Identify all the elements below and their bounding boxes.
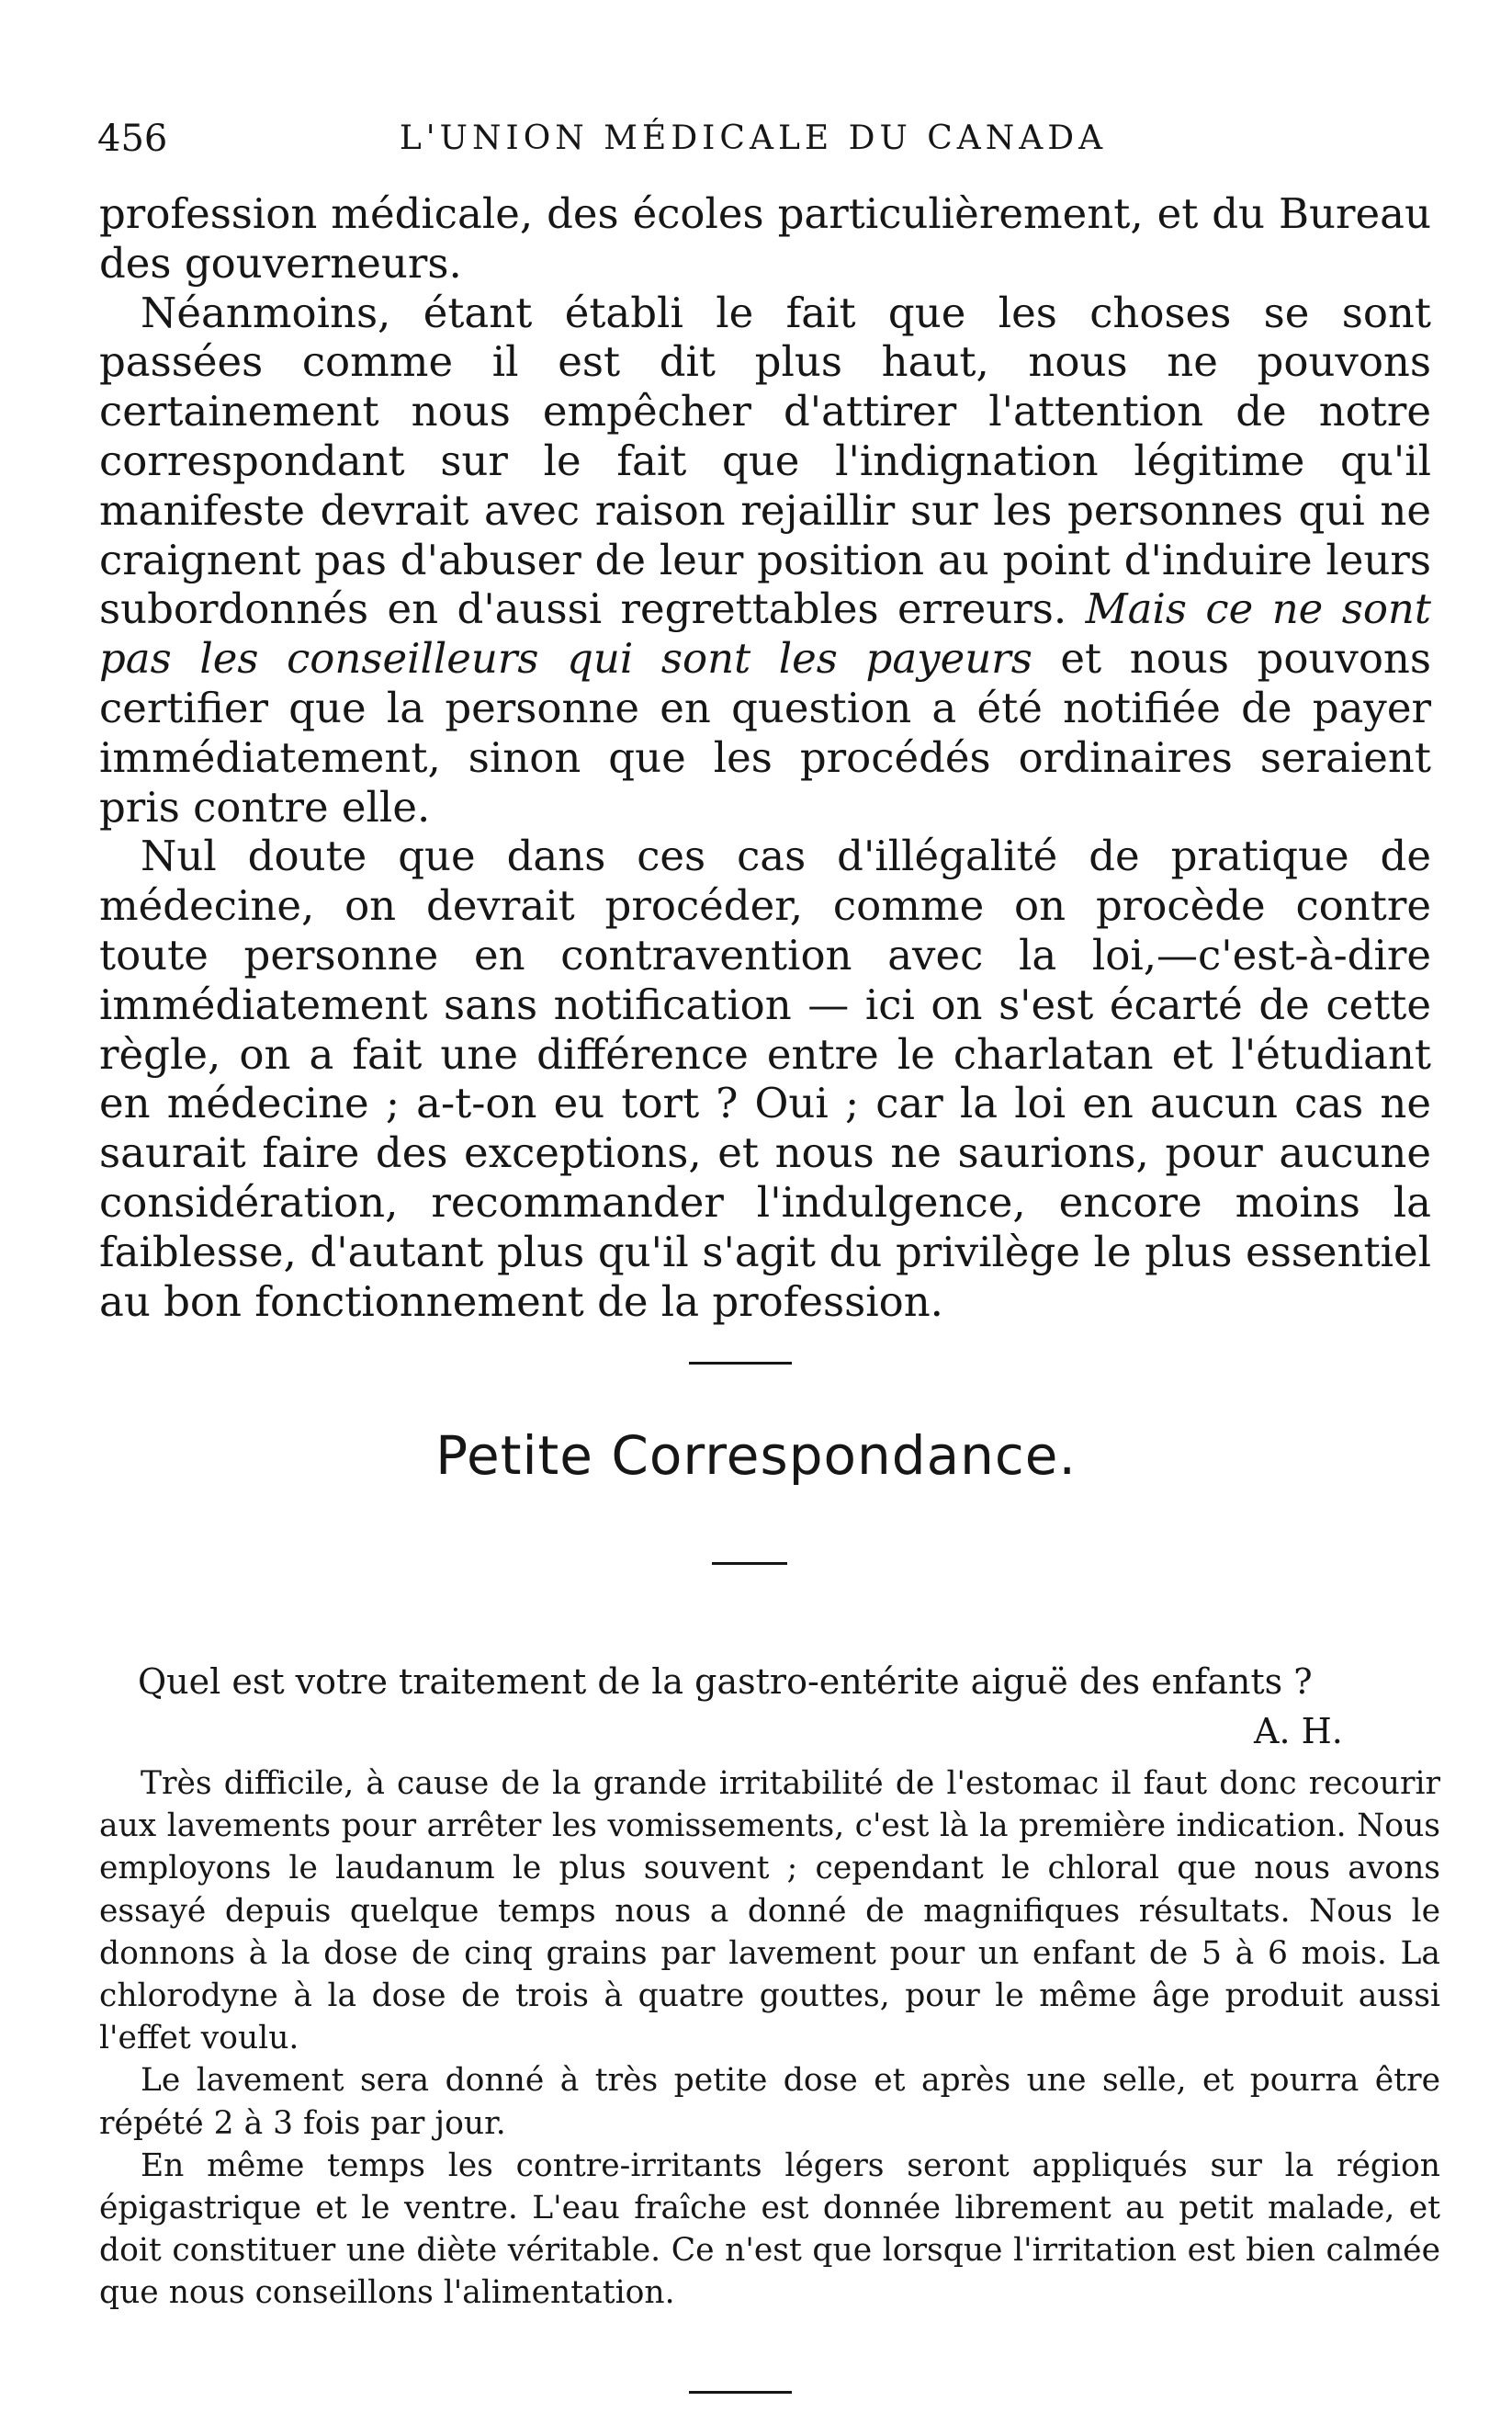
article-paragraph: Nul doute que dans ces cas d'illégalité de pratique de médecine, on devrait procéder, comme on procède contre toute personne en contravention avec la loi,—c'est-à-dire immédiatement sans notification — ici on s'est écarté de cette règle, on a fait une différence entre le charlatan et l'étudiant en médecine ; a-t-on eu tort ? Oui ; car la loi en aucun cas ne saurait faire des exceptions, et nous ne saurions, pour aucune considération, recommander l'indulgence, encore moins la faiblesse, d'autant plus qu'il s'agit du privilège le plus essentiel au bon fonctionnement de la profession. bbox=[99, 832, 1431, 1326]
divider-rule bbox=[689, 2391, 792, 2394]
reply-paragraph: En même temps les contre-irritants légers seront appliqués sur la région épigastrique et le ventre. L'eau fraîche est donnée librement au petit malade, et doit constituer une diète véritable. Ce n'est que lorsque l'irritation est bien calmée que nous conseillons l'alimentation. bbox=[99, 2146, 1440, 2312]
reply-paragraph: Le lavement sera donné à très petite dose et après une selle, et pourra être répété 2 à 3 fois par jour. bbox=[99, 2062, 1440, 2142]
italic-quote: Mais ce ne sont pas les conseilleurs qui sont les payeurs bbox=[99, 584, 1431, 684]
article-text: Néanmoins, étant établi le fait que les choses se sont passées comme il est dit plus haut, nous ne pouvons certainement nous empêcher d'attirer l'attention de notre correspondant sur le fait que l'indignation légitime qu'il manifeste devrait avec raison rejaillir sur les personnes qui ne craignent pas d'abuser de leur position au point d'induire leurs subordonnés en d'aussi regrettables erreurs. bbox=[99, 288, 1431, 634]
page-header bbox=[92, 118, 1415, 173]
page-number: 456 bbox=[97, 118, 168, 160]
article-paragraph bbox=[99, 289, 1431, 833]
divider-rule bbox=[712, 1562, 787, 1565]
article-paragraph: profession médicale, des écoles particulièrement, et du Bureau des gouverneurs. bbox=[99, 189, 1431, 288]
editor-reply bbox=[99, 1762, 1440, 2315]
article-text: et nous pouvons certifier que la personne en question a été notifiée de payer immédiatement, sinon que les procédés ordinaires seraient pris contre elle. bbox=[99, 634, 1431, 832]
running-title: L'UNION MÉDICALE DU CANADA bbox=[399, 119, 1108, 157]
section-title: Petite Correspondance. bbox=[435, 1424, 1077, 1487]
article-continuation bbox=[99, 189, 1431, 1326]
divider-rule bbox=[689, 1362, 792, 1365]
question-signature: A. H. bbox=[1254, 1711, 1343, 1751]
reader-question: Quel est votre traitement de la gastro-entérite aiguë des enfants ? bbox=[138, 1661, 1313, 1702]
reply-paragraph: Très difficile, à cause de la grande irritabilité de l'estomac il faut donc recourir aux lavements pour arrêter les vomissements, c'est là la première indication. Nous employons le laudanum le plus souvent ; cependant le chloral que nous avons essayé depuis quelque temps nous a donné de magnifiques résultats. Nous le donnons à la dose de cinq grains par lavement pour un enfant de 5 à 6 mois. La chlorodyne à la dose de trois à quatre gouttes, pour le même âge produit aussi l'effet voulu. bbox=[99, 1765, 1440, 2057]
